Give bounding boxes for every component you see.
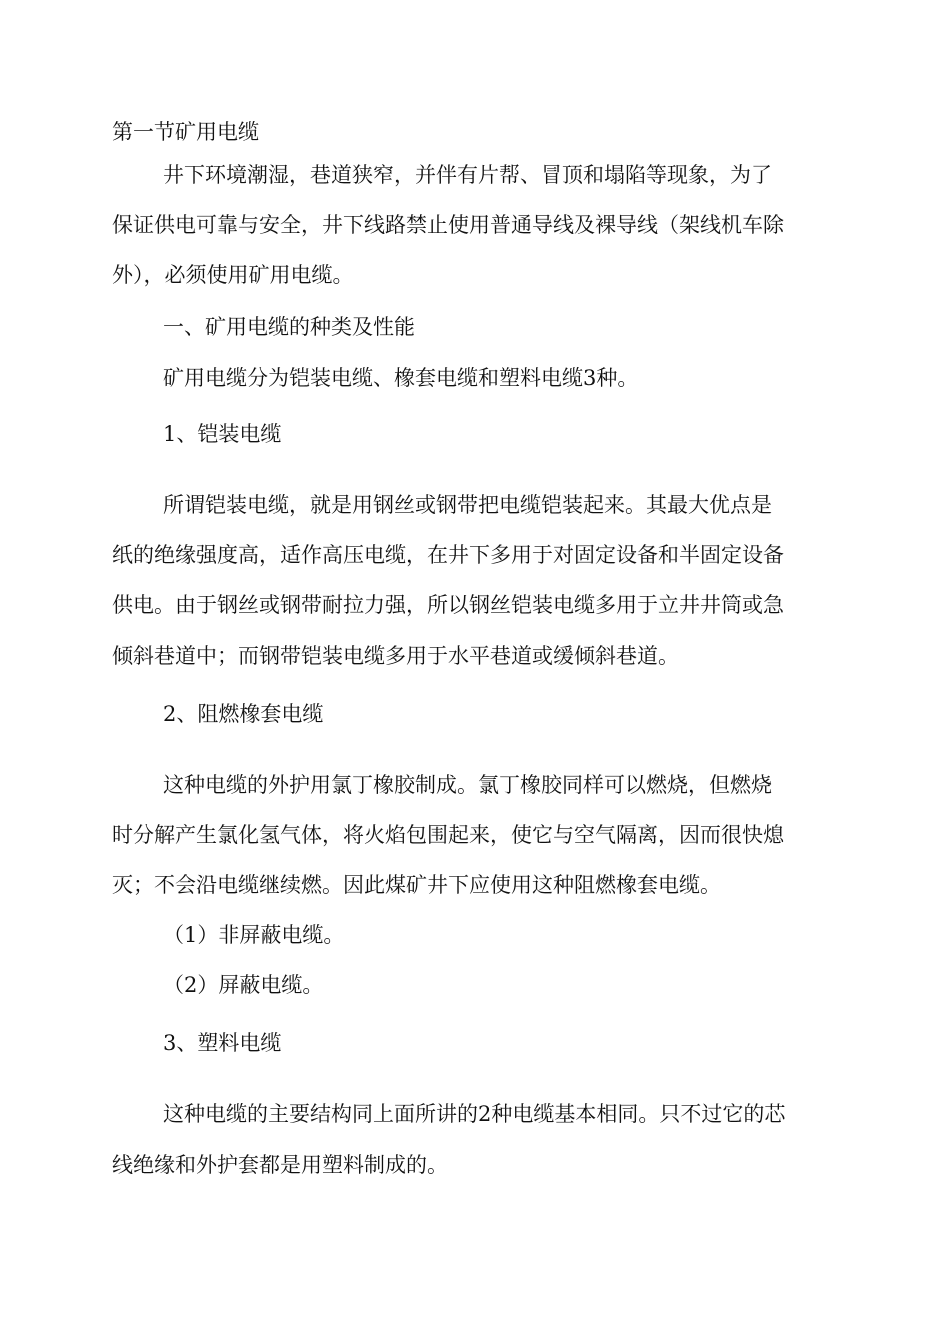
intro-line-3: 外），必须使用矿用电缆。 xyxy=(112,263,354,287)
item1-line-4: 倾斜巷道中；而钢带铠装电缆多用于水平巷道或缓倾斜巷道。 xyxy=(112,644,679,668)
types-summary: 矿用电缆分为铠装电缆、橡套电缆和塑料电缆3种。 xyxy=(163,366,639,390)
section-heading: 一、矿用电缆的种类及性能 xyxy=(163,315,415,339)
item2-line-1: 这种电缆的外护用氯丁橡胶制成。氯丁橡胶同样可以燃烧，但燃烧 xyxy=(163,773,772,797)
item3-line-1: 这种电缆的主要结构同上面所讲的2种电缆基本相同。只不过它的芯 xyxy=(163,1102,786,1126)
page-title: 第一节矿用电缆 xyxy=(112,120,259,144)
item1-heading: 1、铠装电缆 xyxy=(163,422,282,446)
intro-line-1: 井下环境潮湿，巷道狭窄，并伴有片帮、冒顶和塌陷等现象，为了 xyxy=(163,163,772,187)
item2-heading: 2、阻燃橡套电缆 xyxy=(163,702,324,726)
item1-line-1: 所谓铠装电缆，就是用钢丝或钢带把电缆铠装起来。其最大优点是 xyxy=(163,493,772,517)
item2-line-2: 时分解产生氯化氢气体，将火焰包围起来，使它与空气隔离，因而很快熄 xyxy=(112,823,784,847)
item2-line-3: 灭；不会沿电缆继续燃。因此煤矿井下应使用这种阻燃橡套电缆。 xyxy=(112,873,721,897)
item2-subitem-2: （2）屏蔽电缆。 xyxy=(163,973,324,997)
item3-line-2: 线绝缘和外护套都是用塑料制成的。 xyxy=(112,1153,448,1177)
item3-heading: 3、塑料电缆 xyxy=(163,1031,282,1055)
item2-subitem-1: （1）非屏蔽电缆。 xyxy=(163,923,345,947)
item1-line-3: 供电。由于钢丝或钢带耐拉力强，所以钢丝铠装电缆多用于立井井筒或急 xyxy=(112,593,784,617)
intro-line-2: 保证供电可靠与安全，井下线路禁止使用普通导线及裸导线（架线机车除 xyxy=(112,213,784,237)
item1-line-2: 纸的绝缘强度高，适作高压电缆，在井下多用于对固定设备和半固定设备 xyxy=(112,543,784,567)
